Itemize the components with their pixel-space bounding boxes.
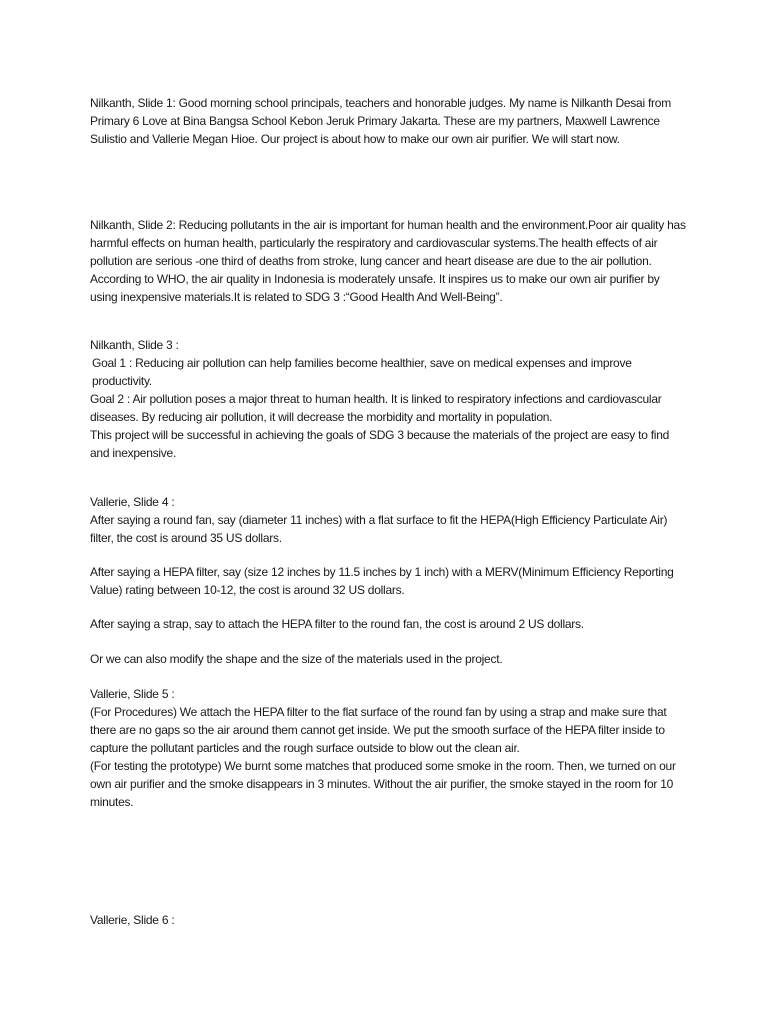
slide-2-notes — [90, 216, 690, 306]
paragraph: Goal 2 : Air pollution poses a major threat to human health. It is linked to respiratory infections and cardiovascular diseases. By reducing air pollution, it will decrease the morbidity and mortality in population. — [90, 392, 662, 424]
paragraph: Or we can also modify the shape and the size of the materials used in the project. — [90, 652, 503, 666]
slide-heading: Nilkanth, Slide 3 : — [90, 338, 179, 352]
paragraph: (For Procedures) We attach the HEPA filter to the flat surface of the round fan by using a strap and make sure that there are no gaps so the air around them cannot get inside. We put the smooth surface of the HEPA filter inside to capture the pollutant particles and the rough surface outside to blow out the clean air. — [90, 705, 667, 755]
slide-3-notes — [90, 336, 690, 462]
paragraph: After saying a strap, say to attach the HEPA filter to the round fan, the cost is around 2 US dollars. — [90, 617, 584, 631]
paragraph: After saying a HEPA filter, say (size 12 inches by 11.5 inches by 1 inch) with a MERV(Minimum Efficiency Reporting Value) rating between 10-12, the cost is around 32 US dollars. — [90, 565, 674, 597]
paragraph: This project will be successful in achieving the goals of SDG 3 because the materials of the project are easy to find and inexpensive. — [90, 428, 670, 460]
paragraph: Goal 1 : Reducing air pollution can help families become healthier, save on medical expenses and improve productivity. — [92, 356, 632, 388]
slide-4-notes — [90, 493, 690, 547]
paragraph: Nilkanth, Slide 1: Good morning school principals, teachers and honorable judges. My name is Nilkanth Desai from Primary 6 Love at Bina Bangsa School Kebon Jeruk Primary Jakarta. These are my partners, Maxwell Lawrence Sulistio and Vallerie Megan Hioe. Our project is about how to make our own air purifier. We will start now. — [90, 96, 671, 146]
paragraph: Nilkanth, Slide 2: Reducing pollutants in the air is important for human health and the environment.Poor air quality has harmful effects on human health, particularly the respiratory and cardiovascular systems.The health effects of air pollution are serious -one third of deaths from stroke, lung cancer and heart disease are due to the air pollution. According to WHO, the air quality in Indonesia is moderately unsafe. It inspires us to make our own air purifier by using inexpensive materials.It is related to SDG 3 :“Good Health And Well-Being”. — [90, 218, 686, 304]
slide-5-notes — [90, 685, 690, 811]
slide-heading: Vallerie, Slide 5 : — [90, 687, 175, 701]
slide-4-modify-notes — [90, 650, 690, 668]
slide-4-hepa-notes — [90, 563, 690, 599]
slide-1-notes — [90, 94, 690, 148]
slide-6-notes — [90, 911, 690, 929]
paragraph: After saying a round fan, say (diameter 11 inches) with a flat surface to fit the HEPA(High Efficiency Particulate Air) filter, the cost is around 35 US dollars. — [90, 513, 668, 545]
slide-4-strap-notes — [90, 615, 690, 633]
slide-heading: Vallerie, Slide 6 : — [90, 913, 175, 927]
paragraph: (For testing the prototype) We burnt some matches that produced some smoke in the room. Then, we turned on our own air purifier and the smoke disappears in 3 minutes. Without the air purifier, the smoke stayed in the room for 10 minutes. — [90, 759, 676, 809]
slide-heading: Vallerie, Slide 4 : — [90, 495, 175, 509]
